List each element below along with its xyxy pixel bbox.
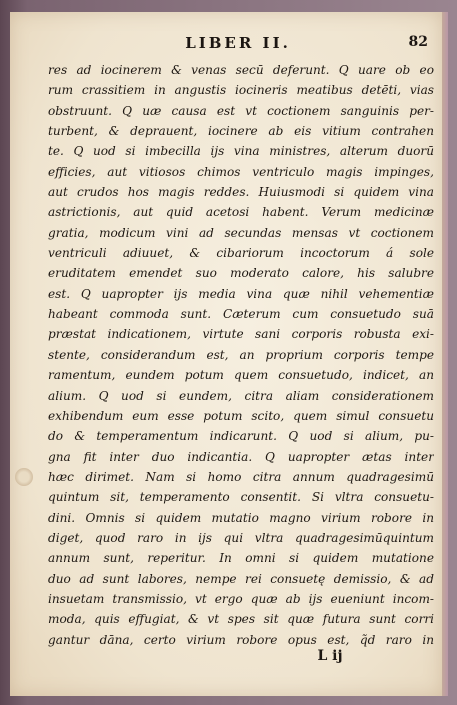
text-line: habeant commoda sunt. Cæterum cum consuetudo suā — [48, 307, 434, 322]
paper-hole — [15, 468, 33, 486]
text-line: ramentum, eundem potum quem consuetudo, indicet, an — [48, 368, 434, 383]
text-line: res ad iocinerem & venas secū deferunt. Q uare ob eo — [48, 63, 434, 77]
text-line: obstruunt. Q uæ causa est vt coctionem sanguinis per- — [48, 103, 434, 118]
text-line: do & temperamentum indicarunt. Q uod si alium, pu- — [48, 429, 434, 444]
text-line: dini. Omnis si quidem mutatio magno virium robore in — [48, 510, 434, 525]
text-line: insuetam transmissio, vt ergo quæ ab ijs eueniunt incom- — [48, 591, 434, 606]
text-line: gantur dāna, certo virium robore opus est, q̃d raro in — [48, 632, 434, 647]
signature-mark: L ij — [317, 648, 343, 664]
body-text — [48, 60, 434, 650]
page-header — [10, 34, 442, 56]
text-line: quintum sit, temperamento consentit. Si vltra consuetu- — [48, 490, 434, 505]
text-line: eruditatem emendet suo moderato calore, his salubre — [48, 266, 434, 281]
text-line: est. Q uapropter ijs media vina quæ nihil vehementiæ — [48, 286, 434, 301]
text-line: alium. Q uod si eundem, citra aliam considerationem — [48, 388, 434, 403]
text-line: te. Q uod si imbecilla ijs vina ministres, alterum duorū — [48, 144, 434, 159]
text-line: stente, considerandum est, an proprium corporis tempe — [48, 347, 434, 362]
text-line: aut crudos hos magis reddes. Huiusmodi si quidem vina — [48, 185, 434, 200]
text-line: hæc dirimet. Nam si homo citra annum quadragesimū — [48, 469, 434, 484]
book-page — [10, 12, 448, 696]
text-line: gna fit inter duo indicantia. Q uapropter ætas inter — [48, 449, 434, 464]
text-line: turbent, & deprauent, iocinere ab eis vitium contrahen — [48, 124, 434, 139]
page-number: 82 — [408, 34, 428, 50]
text-line: ventriculi adiuuet, & cibariorum incoctorum á sole — [48, 246, 434, 261]
text-line: præstat indicationem, virtute sani corporis robusta exi- — [48, 327, 434, 342]
text-line: diget, quod raro in ijs qui vltra quadragesimūquintum — [48, 530, 434, 545]
running-head: LIBER II. — [185, 34, 291, 52]
text-line: astrictionis, aut quid acetosi habent. Verum medicinæ — [48, 205, 434, 220]
text-line: duo ad sunt labores, nempe rei consuetę demissio, & ad — [48, 571, 434, 586]
text-line: exhibendum eum esse potum scito, quem simul consuetu — [48, 408, 434, 423]
text-line: moda, quis effugiat, & vt spes sit quæ futura sunt corri — [48, 612, 434, 627]
text-line: annum sunt, reperitur. In omni si quidem mutatione — [48, 551, 434, 566]
text-line: rum crassitiem in angustis iocineris meatibus detēti, vias — [48, 83, 434, 98]
page-edge — [442, 12, 448, 696]
text-line: efficies, aut vitiosos chimos ventriculo magis impinges, — [48, 164, 434, 179]
text-line: gratia, modicum vini ad secundas mensas vt coctionem — [48, 225, 434, 240]
